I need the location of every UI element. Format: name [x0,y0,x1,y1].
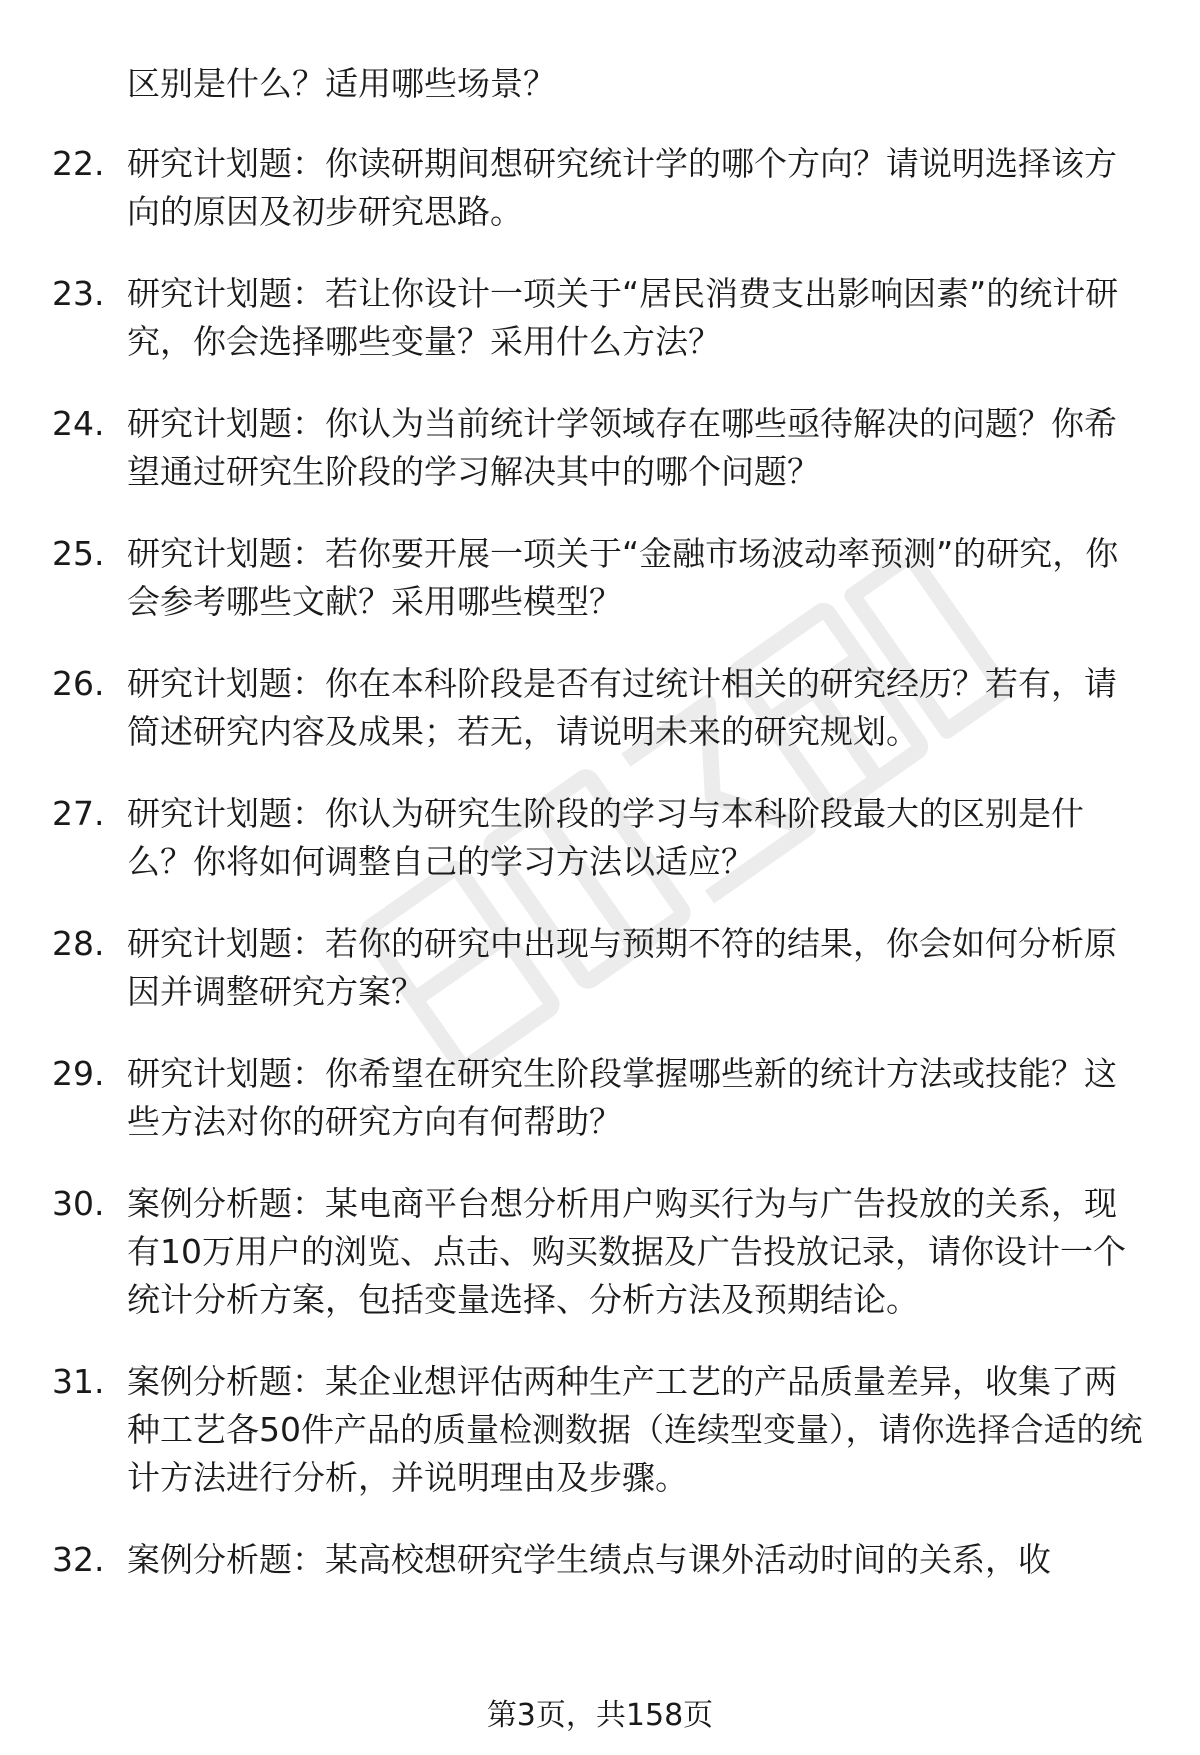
question-item [0,660,1145,756]
question-text: 研究计划题：若让你设计一项关于“居民消费支出影响因素”的统计研究，你会选择哪些变量？采用什么方法？ [127,274,1119,361]
question-list [0,140,1200,1618]
question-number: 24. [52,404,105,443]
question-number: 26. [52,664,105,703]
question-number: 23. [52,274,105,313]
question-item [0,270,1145,366]
question-text: 研究计划题：若你的研究中出现与预期不符的结果，你会如何分析原因并调整研究方案？ [127,924,1117,1011]
question-text: 研究计划题：若你要开展一项关于“金融市场波动率预测”的研究，你会参考哪些文献？采用哪些模型？ [127,534,1119,621]
question-text: 研究计划题：你在本科阶段是否有过统计相关的研究经历？若有，请简述研究内容及成果；若无，请说明未来的研究规划。 [127,664,1117,751]
question-item [0,400,1145,496]
question-item [0,1180,1145,1324]
question-text: 研究计划题：你希望在研究生阶段掌握哪些新的统计方法或技能？这些方法对你的研究方向有何帮助？ [127,1054,1117,1141]
question-number: 27. [52,794,105,833]
question-number: 29. [52,1054,105,1093]
question-text: 研究计划题：你读研期间想研究统计学的哪个方向？请说明选择该方向的原因及初步研究思路。 [127,144,1117,231]
question-text: 案例分析题：某企业想评估两种生产工艺的产品质量差异，收集了两种工艺各50件产品的质量检测数据（连续型变量），请你选择合适的统计方法进行分析，并说明理由及步骤。 [127,1362,1143,1497]
question-text: 案例分析题：某高校想研究学生绩点与课外活动时间的关系，收 [127,1540,1051,1579]
question-text: 研究计划题：你认为研究生阶段的学习与本科阶段最大的区别是什么？你将如何调整自己的学习方法以适应？ [127,794,1084,881]
continuation-text: 区别是什么？适用哪些场景？ [127,64,556,103]
question-number: 32. [52,1540,105,1579]
question-item [0,790,1145,886]
question-item [0,1358,1145,1502]
question-number: 25. [52,534,105,573]
question-text: 研究计划题：你认为当前统计学领域存在哪些亟待解决的问题？你希望通过研究生阶段的学习解决其中的哪个问题？ [127,404,1117,491]
question-number: 22. [52,144,105,183]
question-item [0,1050,1145,1146]
question-item [0,530,1145,626]
page-footer: 第3页，共158页 [486,1698,714,1733]
question-number: 28. [52,924,105,963]
question-item [0,920,1145,1016]
question-item [0,140,1145,236]
question-text: 案例分析题：某电商平台想分析用户购买行为与广告投放的关系，现有10万用户的浏览、点击、购买数据及广告投放记录，请你设计一个统计分析方案，包括变量选择、分析方法及预期结论。 [127,1184,1126,1319]
question-number: 31. [52,1362,105,1401]
question-number: 30. [52,1184,105,1223]
question-item [0,1536,1145,1584]
